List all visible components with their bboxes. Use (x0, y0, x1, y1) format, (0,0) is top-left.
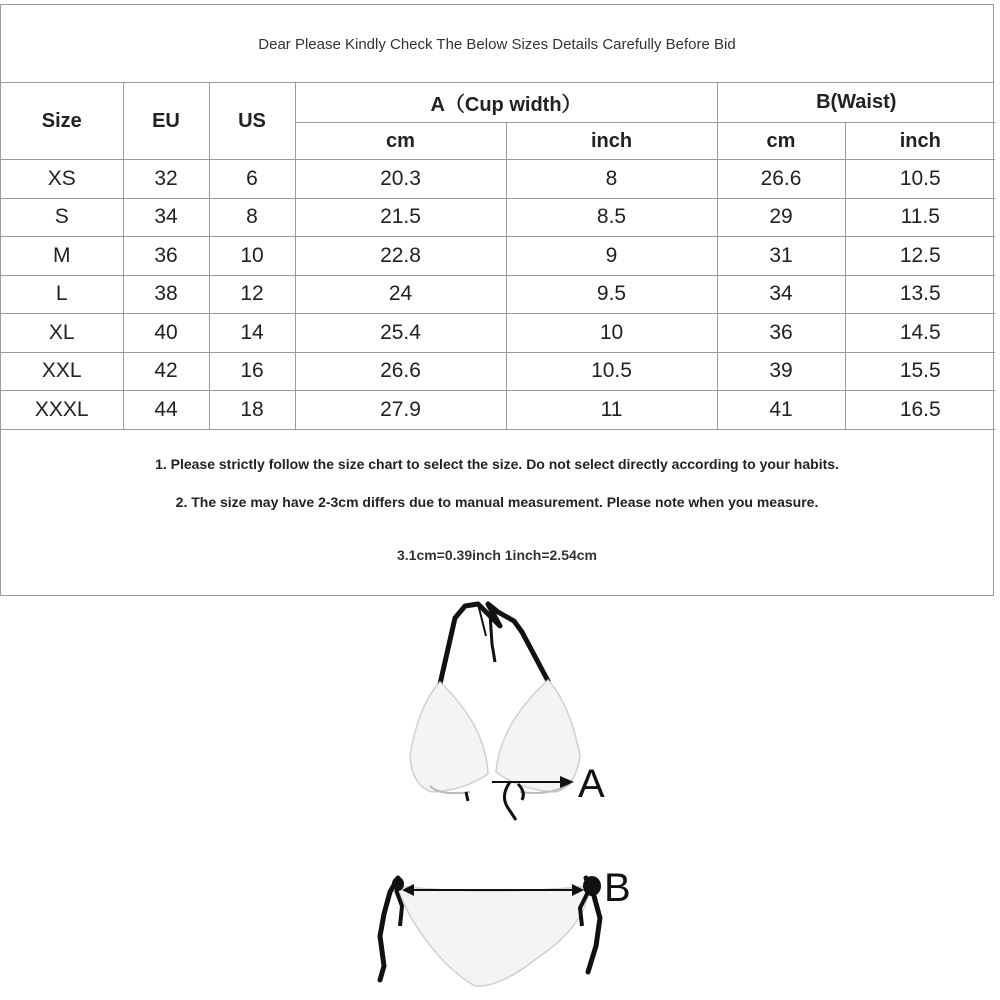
cell-b-inch: 11.5 (845, 198, 995, 237)
cell-size: XXL (1, 352, 123, 391)
cell-a-cm: 26.6 (295, 352, 506, 391)
label-b: B (604, 866, 631, 910)
cell-a-inch: 9.5 (506, 275, 717, 314)
table-row (1, 237, 995, 276)
cell-a-cm: 24 (295, 275, 506, 314)
bikini-diagram (0, 596, 1000, 1000)
table-row (1, 198, 995, 237)
cell-b-cm: 39 (717, 352, 845, 391)
cell-us: 10 (209, 237, 295, 276)
table-row (1, 160, 995, 199)
note-follow-chart: 1. Please strictly follow the size chart to select the size. Do not select directly according to your habits. (155, 455, 839, 472)
cell-a-inch: 8 (506, 160, 717, 199)
cell-eu: 32 (123, 160, 209, 199)
cell-b-inch: 14.5 (845, 314, 995, 353)
cell-eu: 44 (123, 391, 209, 430)
cell-eu: 34 (123, 198, 209, 237)
cell-a-cm: 27.9 (295, 391, 506, 430)
measurement-illustration (0, 596, 1000, 1000)
bikini-bottom-icon (380, 876, 601, 986)
table-row (1, 314, 995, 353)
cell-a-inch: 11 (506, 391, 717, 430)
cell-size: XXXL (1, 391, 123, 430)
cell-us: 18 (209, 391, 295, 430)
cell-a-cm: 20.3 (295, 160, 506, 199)
cell-b-cm: 31 (717, 237, 845, 276)
cell-b-inch: 12.5 (845, 237, 995, 276)
header-eu: EU (123, 83, 209, 160)
note-measurement-diff: 2. The size may have 2-3cm differs due to manual measurement. Please note when you measure. (175, 493, 819, 510)
header-waist: B(Waist) (717, 83, 995, 123)
header-cup-cm: cm (295, 123, 506, 160)
cell-b-cm: 36 (717, 314, 845, 353)
cell-us: 8 (209, 198, 295, 237)
cell-us: 6 (209, 160, 295, 199)
table-row (1, 391, 995, 430)
size-chart (0, 4, 994, 596)
cell-a-cm: 22.8 (295, 237, 506, 276)
cell-b-inch: 15.5 (845, 352, 995, 391)
cell-a-inch: 10.5 (506, 352, 717, 391)
cell-us: 12 (209, 275, 295, 314)
header-waist-inch: inch (845, 123, 995, 160)
cell-a-cm: 21.5 (295, 198, 506, 237)
cell-b-inch: 13.5 (845, 275, 995, 314)
header-waist-cm: cm (717, 123, 845, 160)
cell-a-inch: 8.5 (506, 198, 717, 237)
header-cup-width: A（Cup width） (295, 83, 717, 123)
cell-b-inch: 16.5 (845, 391, 995, 430)
bikini-top-icon (410, 604, 580, 820)
header-us: US (209, 83, 295, 160)
header-size: Size (1, 83, 123, 160)
notice-text: Dear Please Kindly Check The Below Sizes Details Carefully Before Bid (1, 5, 993, 83)
cell-size: XL (1, 314, 123, 353)
size-table (1, 83, 995, 430)
cell-size: S (1, 198, 123, 237)
cell-eu: 40 (123, 314, 209, 353)
cell-size: XS (1, 160, 123, 199)
cell-b-inch: 10.5 (845, 160, 995, 199)
cell-b-cm: 34 (717, 275, 845, 314)
cell-size: M (1, 237, 123, 276)
cell-b-cm: 29 (717, 198, 845, 237)
cell-us: 14 (209, 314, 295, 353)
cell-us: 16 (209, 352, 295, 391)
label-a: A (578, 762, 605, 806)
header-cup-inch: inch (506, 123, 717, 160)
cell-eu: 42 (123, 352, 209, 391)
table-row (1, 352, 995, 391)
unit-conversion: 3.1cm=0.39inch 1inch=2.54cm (396, 546, 597, 563)
cell-b-cm: 26.6 (717, 160, 845, 199)
cell-eu: 38 (123, 275, 209, 314)
table-row (1, 275, 995, 314)
cell-eu: 36 (123, 237, 209, 276)
cell-a-cm: 25.4 (295, 314, 506, 353)
cell-a-inch: 9 (506, 237, 717, 276)
cell-size: L (1, 275, 123, 314)
notes-section (1, 430, 993, 563)
cell-b-cm: 41 (717, 391, 845, 430)
cell-a-inch: 10 (506, 314, 717, 353)
